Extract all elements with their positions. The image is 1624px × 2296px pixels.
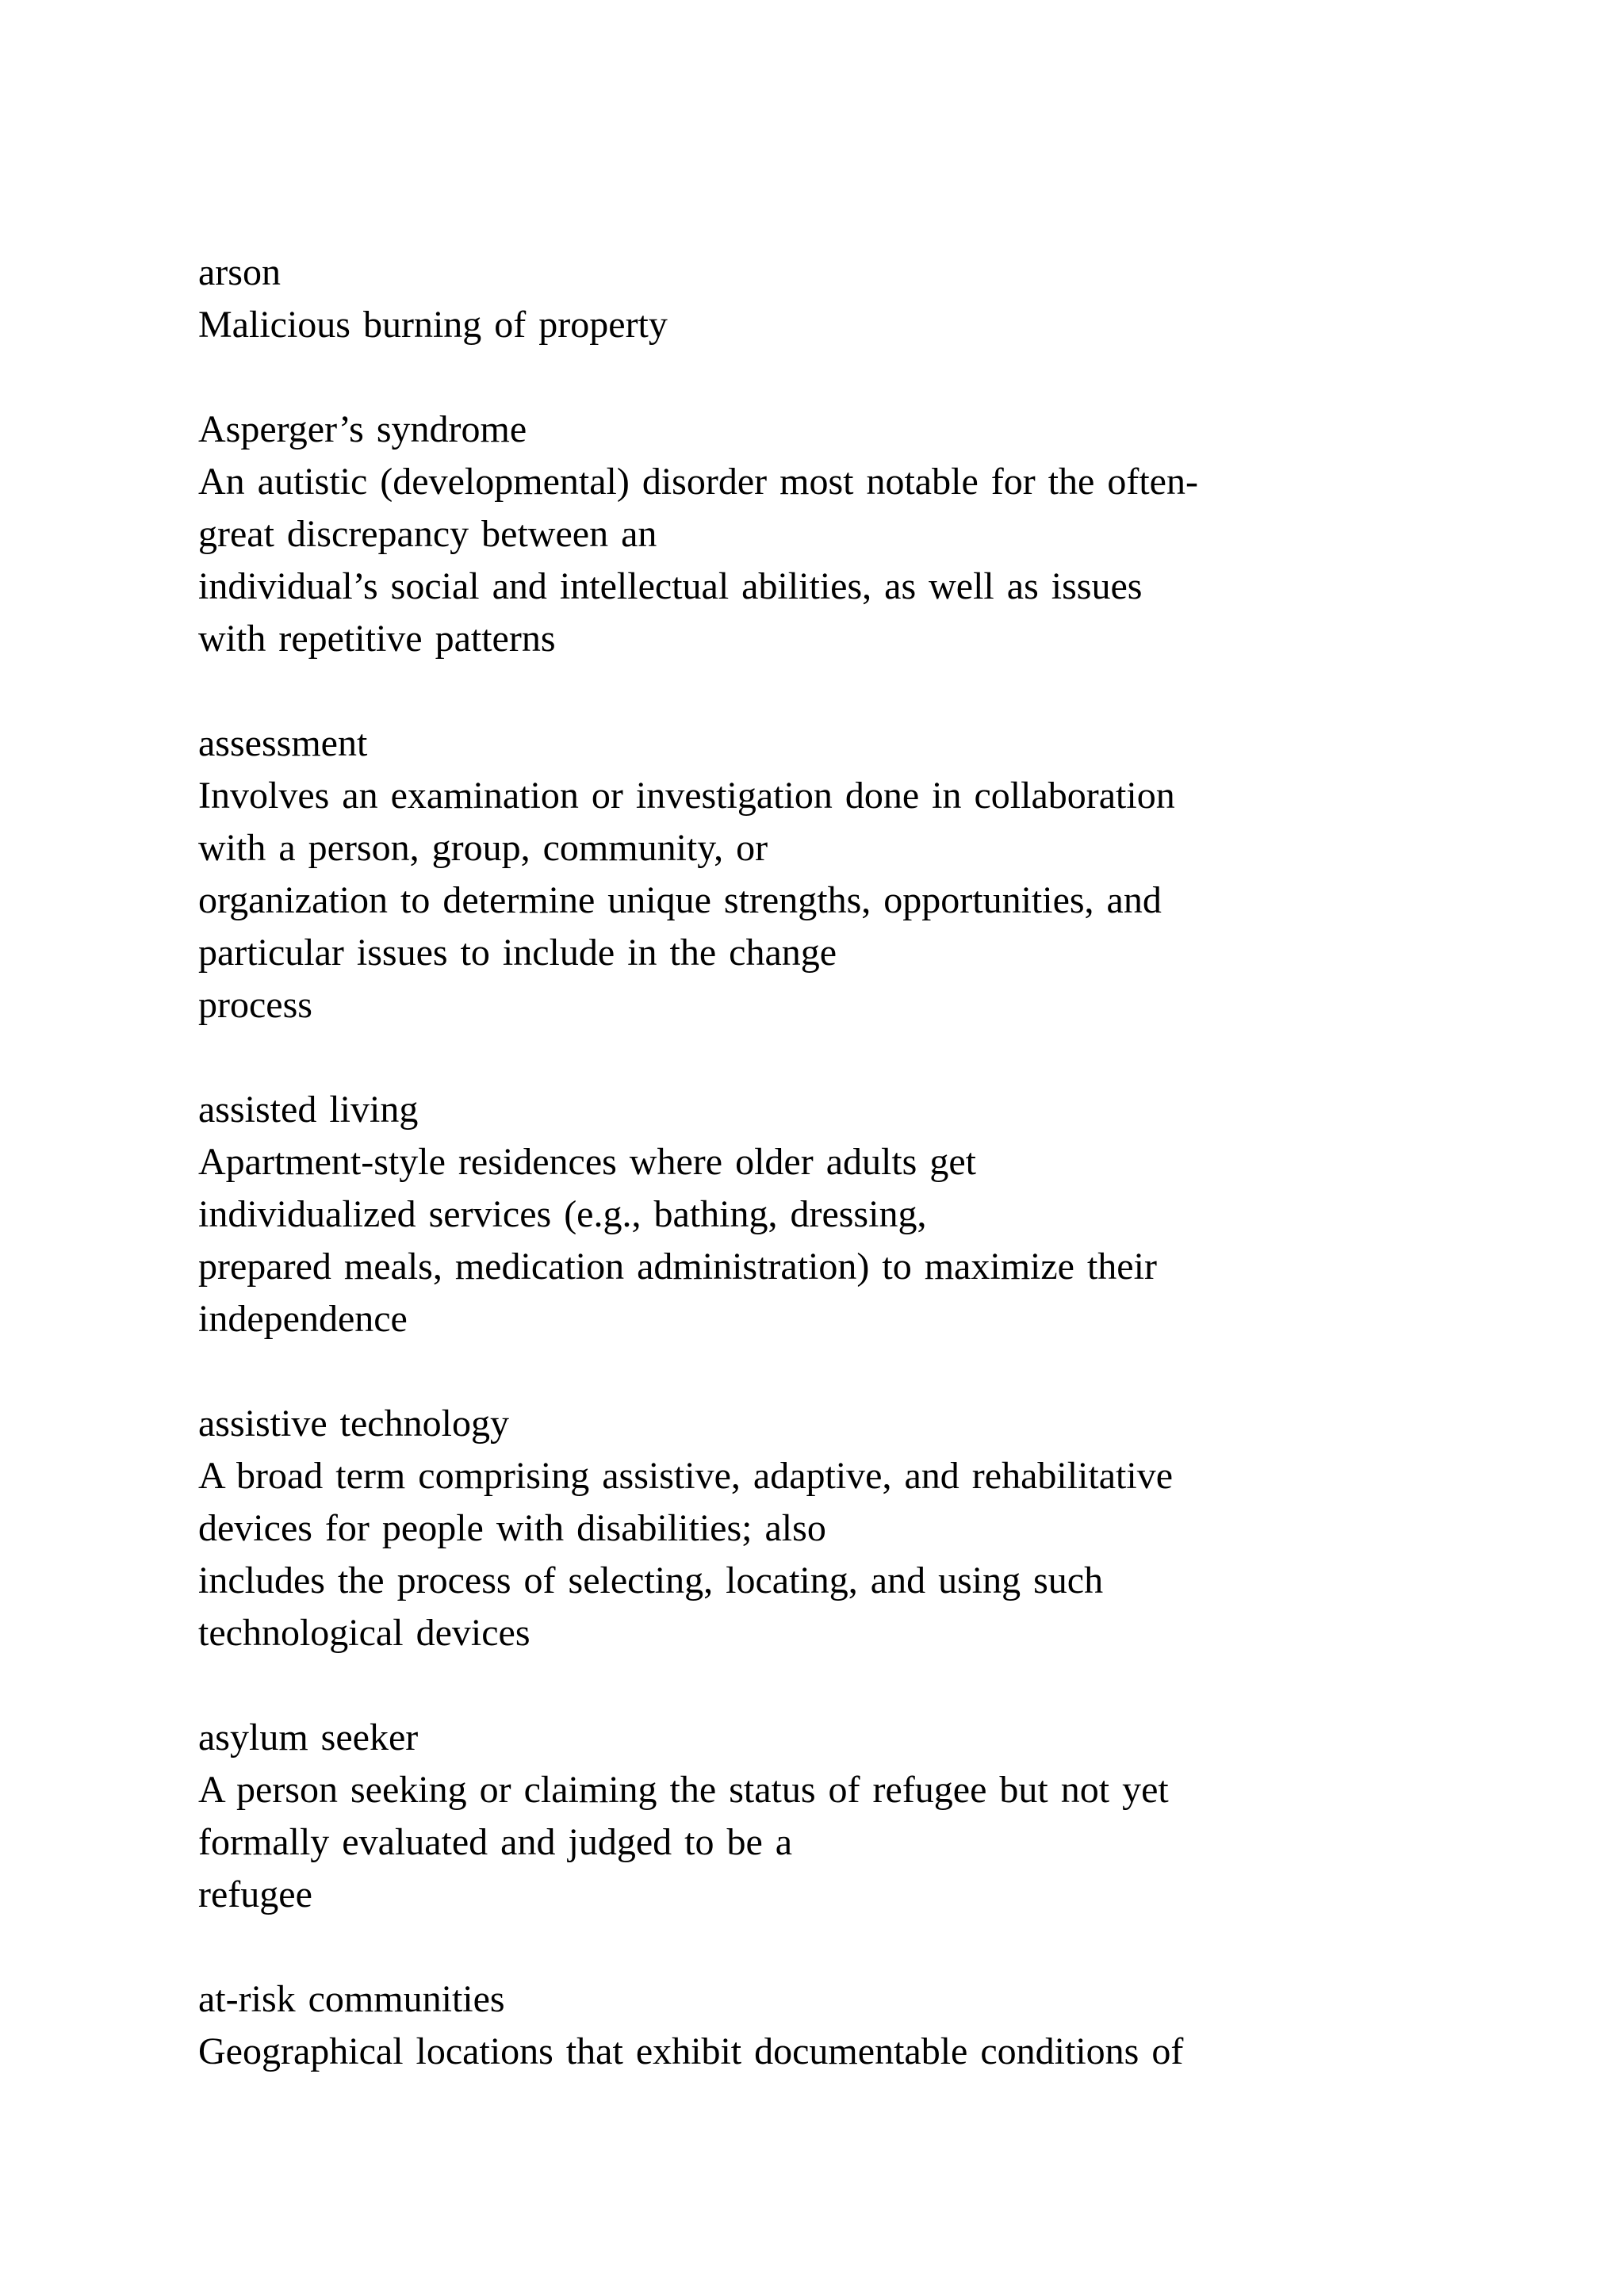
definition-line: A person seeking or claiming the status of refugee but not yet — [198, 1769, 1169, 1811]
definition-line: includes the process of selecting, locating, and using such — [198, 1559, 1104, 1601]
definition-line: organization to determine unique strengths, opportunities, and — [198, 879, 1162, 921]
definition-line: with a person, group, community, or — [198, 827, 768, 869]
glossary-term: assistive technology — [198, 1402, 509, 1445]
glossary-entry-assistive-technology — [198, 1398, 1435, 1659]
definition-line: with repetitive patterns — [198, 618, 556, 660]
definition-line: Apartment-style residences where older adults get — [198, 1141, 976, 1183]
definition-line: independence — [198, 1298, 408, 1340]
glossary-entry-at-risk-communities — [198, 1973, 1435, 2078]
glossary-entry-assessment — [198, 718, 1435, 1031]
glossary-entry-assisted-living — [198, 1084, 1435, 1345]
definition-line: particular issues to include in the change — [198, 932, 837, 974]
definition-line: Involves an examination or investigation done in collaboration — [198, 775, 1175, 817]
definition-line: An autistic (developmental) disorder most notable for the often- — [198, 461, 1198, 503]
definition-line: formally evaluated and judged to be a — [198, 1821, 793, 1863]
definition-line: A broad term comprising assistive, adaptive, and rehabilitative — [198, 1455, 1174, 1497]
definition-line: refugee — [198, 1873, 312, 1915]
glossary-term: arson — [198, 251, 281, 293]
glossary-term: assessment — [198, 722, 368, 764]
definition-line: individual’s social and intellectual abilities, as well as issues — [198, 565, 1143, 607]
definition-line: Malicious burning of property — [198, 304, 668, 346]
definition-line: process — [198, 984, 312, 1026]
definition-line: prepared meals, medication administration) to maximize their — [198, 1246, 1157, 1288]
glossary-term: Asperger’s syndrome — [198, 408, 527, 450]
definition-line: devices for people with disabilities; also — [198, 1507, 826, 1549]
definition-line: great discrepancy between an — [198, 513, 657, 555]
glossary-list — [198, 247, 1435, 2130]
definition-line: individualized services (e.g., bathing, dressing, — [198, 1193, 927, 1235]
definition-line: technological devices — [198, 1612, 530, 1654]
definition-line: Geographical locations that exhibit documentable conditions of — [198, 2030, 1184, 2072]
glossary-term: at-risk communities — [198, 1978, 505, 2020]
glossary-entry-aspergers-syndrome — [198, 404, 1435, 665]
glossary-term: asylum seeker — [198, 1716, 419, 1758]
glossary-entry-asylum-seeker — [198, 1712, 1435, 1921]
glossary-entry-arson — [198, 247, 1435, 351]
glossary-term: assisted living — [198, 1089, 419, 1131]
